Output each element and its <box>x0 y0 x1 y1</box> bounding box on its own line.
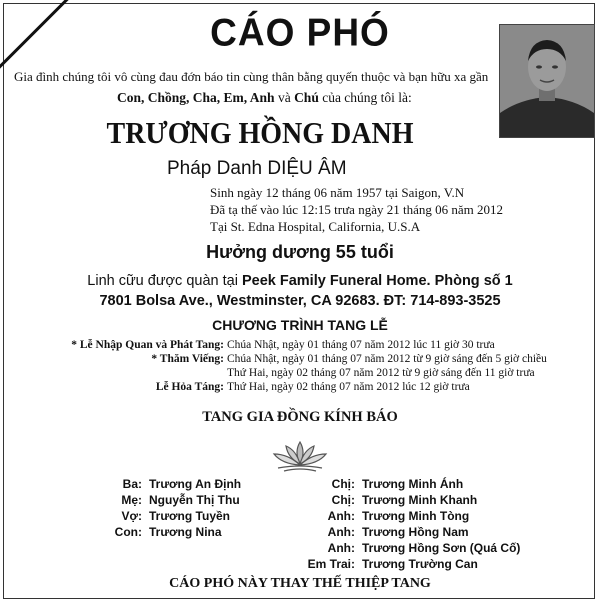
footer-note: CÁO PHÓ NÀY THAY THẾ THIỆP TANG <box>169 576 431 591</box>
relation-label: Con: <box>114 525 142 539</box>
deceased-name: TRƯƠNG HỒNG DANH <box>106 116 414 151</box>
relation-name: Trương Nina <box>149 525 222 539</box>
birth-info: Sinh ngày 12 tháng 06 năm 1957 tại Saigon, V.N <box>210 185 465 200</box>
dharma-prefix: Pháp Danh <box>167 158 268 179</box>
relation-name: Trương An Định <box>149 477 242 491</box>
relation-name: Trương Minh Khanh <box>362 493 478 507</box>
intro-line: Gia đình chúng tôi vô cùng đau đớn báo tin cùng thân bằng quyến thuộc và bạn hữu xa gần <box>14 69 489 84</box>
relation-label: Ba: <box>122 477 142 491</box>
relation-name: Trương Hồng Nam <box>362 525 469 539</box>
program-title: CHƯƠNG TRÌNH TANG LỄ <box>212 317 388 333</box>
relation-name: Trương Hồng Sơn (Quá Cố) <box>362 541 521 555</box>
program-label: * Lễ Nhập Quan và Phát Tang: <box>71 339 224 351</box>
program-label: * Thăm Viếng: <box>151 353 224 365</box>
relations-bold: Con, Chồng, Cha, Em, Anh <box>117 90 275 105</box>
program-text: Thứ Hai, ngày 02 tháng 07 năm 2012 từ 9 giờ sáng đến 11 giờ trưa <box>227 367 535 379</box>
intro-suffix: của chúng tôi là: <box>318 90 412 105</box>
relation-label: Em Trai: <box>307 557 355 571</box>
relation-label: Chị: <box>331 493 355 507</box>
funeral-home-line1 <box>0 273 600 289</box>
relation-label: Anh: <box>327 509 355 523</box>
relation-name: Nguyễn Thị Thu <box>149 493 240 507</box>
place-info: Tại St. Edna Hospital, California, U.S.A <box>210 219 421 234</box>
death-info: Đã tạ thế vào lúc 12:15 trưa ngày 21 tháng 06 năm 2012 <box>210 202 503 217</box>
intro-relations <box>117 90 412 106</box>
relation-name: Trương Minh Ánh <box>362 477 464 491</box>
relation-name: Trương Minh Tòng <box>362 509 470 523</box>
dharma-name <box>167 158 347 180</box>
relation-label: Anh: <box>327 541 355 555</box>
last-relation: Chú <box>294 90 319 105</box>
relation-label: Anh: <box>327 525 355 539</box>
relation-label: Vợ: <box>121 509 142 523</box>
relation-name: Trương Trường Can <box>362 557 478 571</box>
funeral-prefix: Linh cữu được quàn tại <box>87 273 242 289</box>
page-title: CÁO PHÓ <box>210 10 390 54</box>
funeral-home-name: Peek Family Funeral Home. Phòng số 1 <box>241 273 513 289</box>
and-word: và <box>274 90 295 105</box>
program-text: Chúa Nhật, ngày 01 tháng 07 năm 2012 từ 9 giờ sáng đến 5 giờ chiều <box>227 353 547 365</box>
funeral-home-address: 7801 Bolsa Ave., Westminster, CA 92683. ĐT: 714-893-3525 <box>99 293 501 309</box>
lotus-icon <box>272 438 328 472</box>
dharma-value: DIỆU ÂM <box>267 158 347 179</box>
program-text: Thứ Hai, ngày 02 tháng 07 năm 2012 lúc 12 giờ trưa <box>227 381 470 393</box>
age-info: Hưởng dương 55 tuổi <box>206 242 394 262</box>
program-text: Chúa Nhật, ngày 01 tháng 07 năm 2012 lúc 11 giờ 30 trưa <box>227 339 495 351</box>
program-label: Lễ Hỏa Táng: <box>155 381 224 393</box>
relation-label: Chị: <box>331 477 355 491</box>
family-title: TANG GIA ĐỒNG KÍNH BÁO <box>202 409 398 425</box>
relation-label: Mẹ: <box>121 493 142 507</box>
relation-name: Trương Tuyền <box>149 509 230 523</box>
